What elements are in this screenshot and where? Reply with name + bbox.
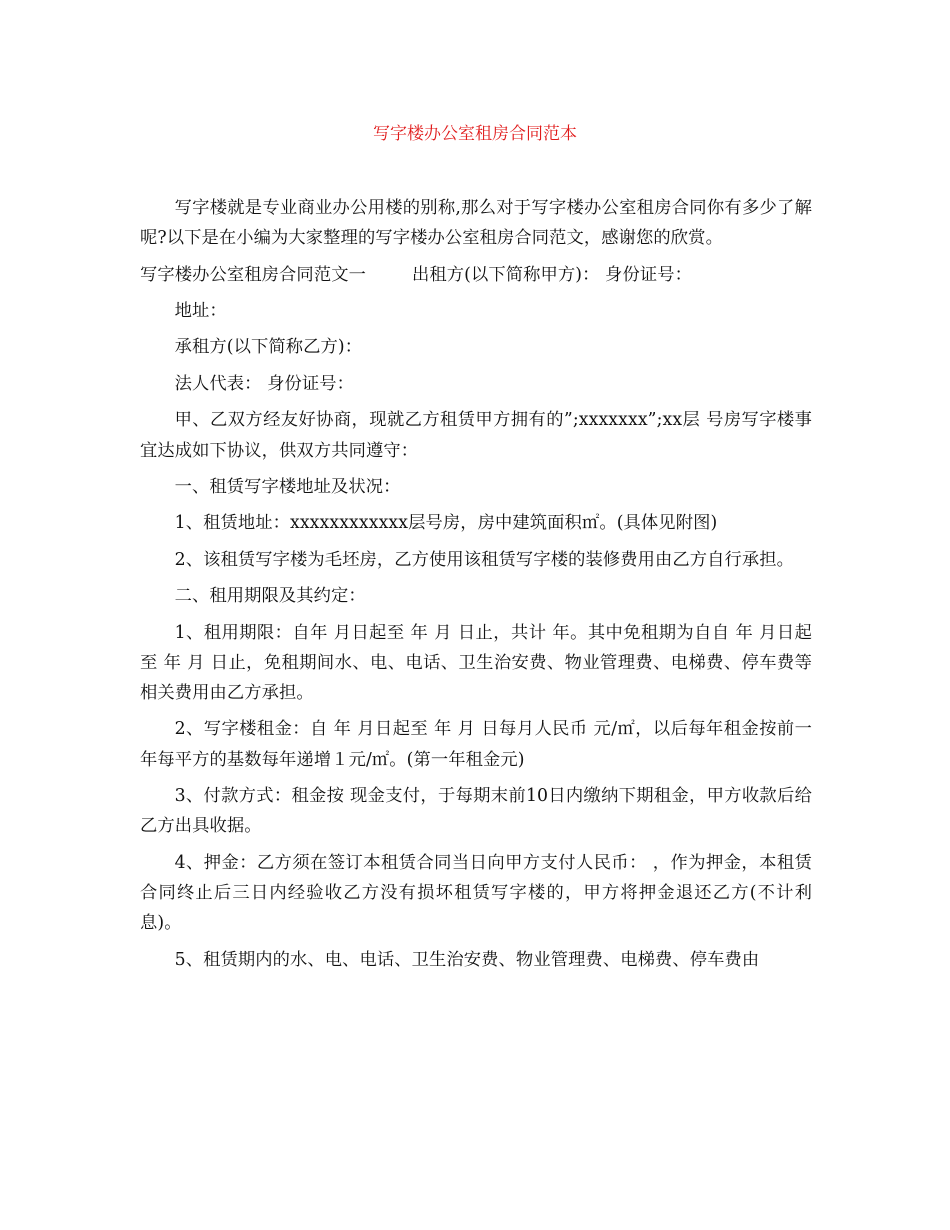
paragraph-agreement: 甲、乙双方经友好协商，现就乙方租赁甲方拥有的”;xxxxxxx”;xx层 号房写字楼事宜达成如下协议，供双方共同遵守： [140, 410, 812, 461]
contract-heading-line [140, 260, 812, 290]
paragraph-lessee: 承租方(以下简称乙方)： [174, 337, 363, 358]
clause-address: 1、租赁地址：xxxxxxxxxxxx层号房，房中建筑面积㎡。(具体见附图) [174, 513, 718, 534]
clause-rent: 2、写字楼租金：自 年 月日起至 年 月 日每月人民币 元/㎡，以后每年租金按前一年每平方的基数每年递增１元/㎡。(第一年租金元) [140, 719, 812, 770]
section-heading-term: 二、租用期限及其约定： [174, 586, 366, 607]
clause-deposit: 4、押金：乙方须在签订本租赁合同当日向甲方支付人民币： ，作为押金，本租赁合同终止后三日内经验收乙方没有损坏租赁写字楼的，甲方将押金退还乙方(不计利息)。 [140, 852, 812, 934]
document-body [140, 193, 812, 981]
clause-utilities: 5、租赁期内的水、电、电话、卫生治安费、物业管理费、电梯费、停车费由 [174, 949, 760, 970]
clause-payment: 3、付款方式：租金按 现金支付，于每期末前10日内缴纳下期租金，甲方收款后给乙方出具收据。 [140, 786, 812, 837]
contract-heading-right: 出租方(以下简称甲方)： 身份证号： [411, 264, 692, 285]
clause-term: 1、租用期限：自年 月日起至 年 月 日止，共计 年。其中免租期为自自 年 月日起至 年 月 日止，免租期间水、电、电话、卫生治安费、物业管理费、电梯费、停车费等相关费用由乙方承担。 [140, 622, 812, 704]
section-heading-location: 一、租赁写字楼地址及状况： [174, 476, 401, 497]
contract-heading-left: 写字楼办公室租房合同范文一 [140, 264, 366, 285]
document-title: 写字楼办公室租房合同范本 [373, 124, 577, 144]
clause-condition: 2、该租赁写字楼为毛坯房，乙方使用该租赁写字楼的装修费用由乙方自行承担。 [174, 549, 795, 570]
paragraph-legal-rep: 法人代表： 身份证号： [174, 373, 354, 394]
paragraph-address: 地址： [174, 301, 227, 322]
intro-paragraph: 写字楼就是专业商业办公用楼的别称,那么对于写字楼办公室租房合同你有多少了解呢?以下是在小编为大家整理的写字楼办公室租房合同范文，感谢您的欣赏。 [140, 198, 812, 249]
